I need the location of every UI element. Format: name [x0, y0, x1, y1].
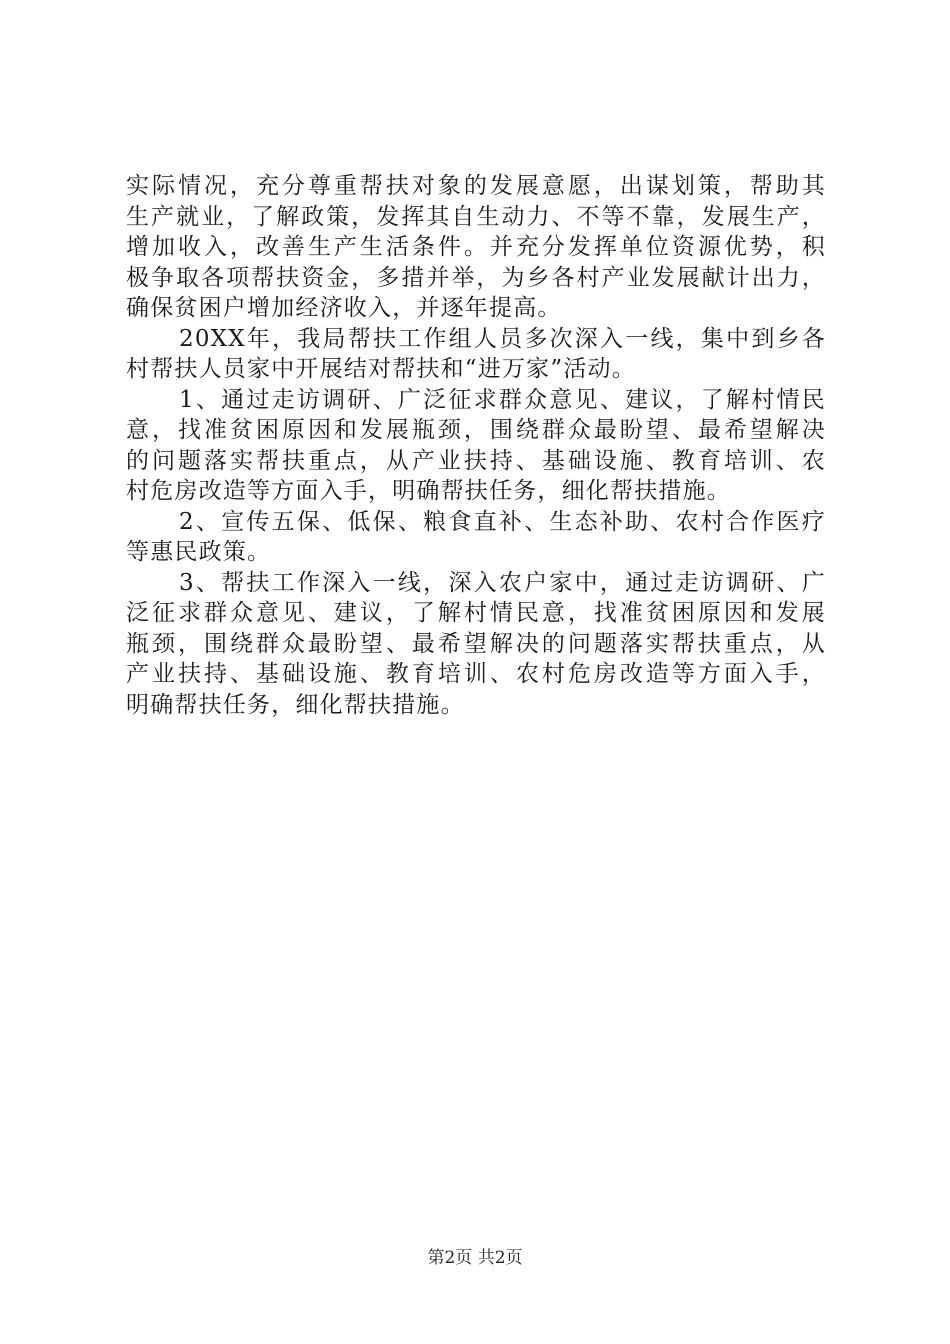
text-line: 等惠民政策。 [126, 539, 272, 565]
text-line: 增加收入，改善生产生活条件。并充分发挥单位资源优势，积 [126, 234, 826, 260]
text-line: 1、通过走访调研、广泛征求群众意见、建议，了解村情民 [179, 386, 826, 413]
text-line: 确保贫困户增加经济收入，并逐年提高。 [126, 295, 562, 321]
text-line: 村危房改造等方面入手，明确帮扶任务，细化帮扶措施。 [126, 478, 731, 504]
text-line: 明确帮扶任务，细化帮扶措施。 [126, 691, 465, 718]
text-line: 2、宣传五保、低保、粮食直补、生态补助、农村合作医疗 [179, 508, 826, 535]
text-line: 极争取各项帮扶资金，多措并举，为乡各村产业发展献计出力， [126, 264, 826, 291]
text-line: 泛征求群众意见、建议，了解村情民意，找准贫困原因和发展 [126, 600, 826, 626]
page-number-footer: 第2页 共2页 [427, 1248, 523, 1268]
document-body [126, 171, 826, 720]
text-line: 瓶颈，围绕群众最盼望、最希望解决的问题落实帮扶重点，从 [126, 630, 826, 657]
text-line: 意，找准贫困原因和发展瓶颈，围绕群众最盼望、最希望解决 [126, 417, 826, 443]
text-line: 生产就业，了解政策，发挥其自生动力、不等不靠，发展生产， [126, 203, 826, 230]
text-line: 实际情况，充分尊重帮扶对象的发展意愿，出谋划策，帮助其 [126, 173, 826, 199]
text-line: 产业扶持、基础设施、教育培训、农村危房改造等方面入手， [126, 661, 826, 687]
text-line: 的问题落实帮扶重点，从产业扶持、基础设施、教育培训、农 [126, 447, 826, 474]
text-line: 村帮扶人员家中开展结对帮扶和“进万家”活动。 [126, 356, 636, 382]
text-line: 20XX年，我局帮扶工作组人员多次深入一线，集中到乡各 [179, 325, 826, 352]
text-line: 3、帮扶工作深入一线，深入农户家中，通过走访调研、广 [179, 569, 826, 596]
